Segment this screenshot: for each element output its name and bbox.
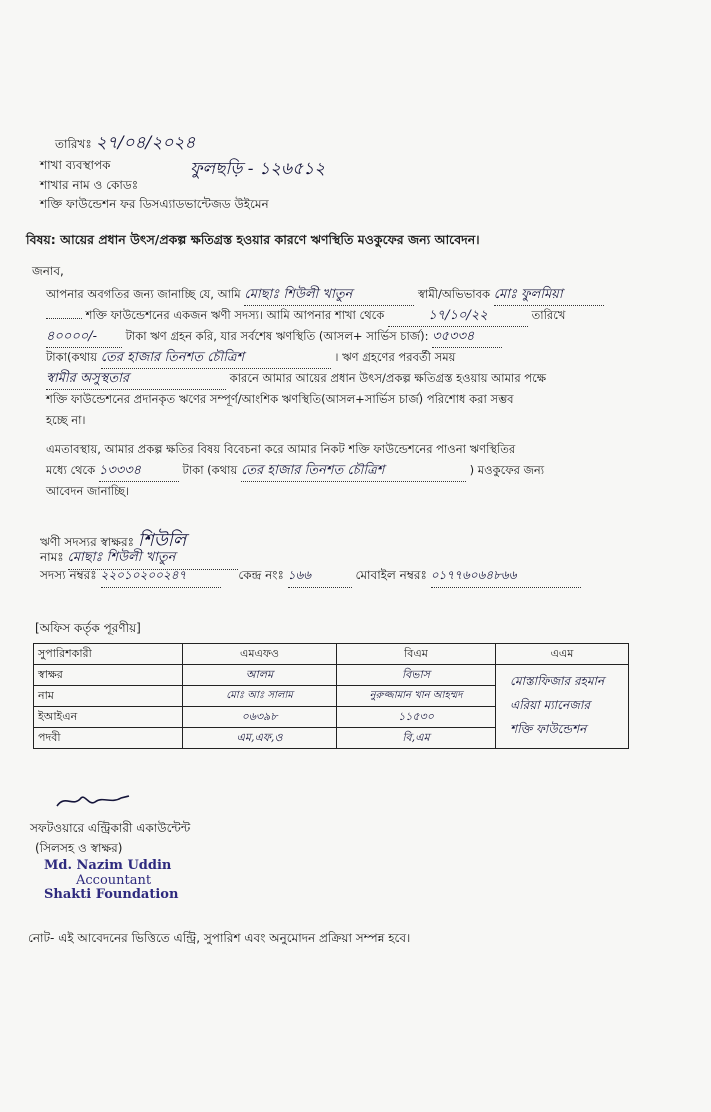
header-mfo: এমএফও — [183, 644, 337, 665]
recommendation-table — [33, 643, 629, 749]
date-label: তারিখঃ — [55, 137, 92, 151]
table-header-row — [34, 644, 629, 665]
member-no-row — [40, 567, 581, 588]
row-label: ইআইএন — [34, 707, 183, 728]
branch-label: শাখার নাম ও কোডঃ — [40, 178, 139, 192]
body-text: টাকা(কথায় — [46, 350, 98, 364]
member-signature: শিউলি — [137, 530, 187, 551]
body-line-6: শক্তি ফাউন্ডেশনের প্রদানকৃত ঋণের সম্পূর্ণ/আংশিক ঋণস্থিতি(আসল+সার্ভিস চার্জ) পরিশোধ করা সম্ভব — [46, 392, 514, 406]
reason-field: স্বামীর অসুস্থতার — [46, 368, 226, 390]
body-text: ) মওকুফের জন্য — [469, 463, 545, 477]
am-cell — [496, 665, 629, 749]
header-bm: বিএম — [337, 644, 496, 665]
date-row — [55, 130, 195, 158]
accountant-stamp-role: Accountant — [76, 873, 152, 888]
body-text: তারিখে — [531, 308, 566, 322]
member-sig-label: ঋণী সদস্যর স্বাক্ষরঃ — [40, 535, 134, 549]
member-no-value: ২২০১০২০০২৪৭ — [101, 567, 221, 588]
p2-line-2 — [46, 460, 544, 482]
body-line-3 — [46, 326, 502, 348]
body-text: কারনে আমার আয়ের প্রধান উৎস/প্রকল্প ক্ষতিগ্রস্ত হওয়ায় আমার পক্ষে — [229, 371, 547, 385]
body-line-4 — [46, 347, 455, 369]
date-value: ২৭/০৪/২০২৪ — [95, 133, 196, 153]
mfo-name: মোঃ আঃ সালাম — [183, 686, 337, 707]
header-am: এএম — [496, 644, 629, 665]
org-line: শক্তি ফাউন্ডেশন ফর ডিসএ্যাডভান্টেজড উইমেন — [40, 197, 269, 211]
table-row — [34, 665, 629, 686]
loan-amount-field: ৪০০০০/- — [46, 326, 122, 348]
p2-line-3: আবেদন জানাচ্ছি। — [46, 484, 130, 498]
row-label: নাম — [34, 686, 183, 707]
balance-words-field: তের হাজার তিনশত চৌত্রিশ — [101, 347, 331, 369]
p2-line-1: এমতাবস্থায়, আমার প্রকল্প ক্ষতির বিষয় বিবেচনা করে আমার নিকট শক্তি ফাউন্ডেশনের পাওনা ঋণস্থিতির — [46, 442, 516, 456]
bm-designation: বি,এম — [337, 728, 496, 749]
body-text: মধ্যে থেকে — [46, 463, 96, 477]
manager-label: শাখা ব্যবস্থাপক — [40, 158, 111, 172]
body-line-7: হচ্ছে না। — [46, 413, 86, 427]
waiver-words-field: তের হাজার তিনশত চৌত্রিশ — [241, 460, 466, 482]
accountant-title: সফটওয়ারে এন্ট্রিকারী একাউন্টেন্ট — [30, 821, 191, 835]
body-text: শক্তি ফাউন্ডেশনের একজন ঋণী সদস্য। আমি আপনার শাখা থেকে — [85, 308, 385, 322]
accountant-stamp-org: Shakti Foundation — [44, 887, 179, 902]
body-text: আপনার অবগতির জন্য জানাচ্ছি যে, আমি — [46, 287, 241, 301]
center-label: কেন্দ্র নংঃ — [238, 568, 284, 582]
body-text: টাকা (কথায় — [182, 463, 238, 477]
salutation: জনাব, — [32, 264, 64, 278]
member-name-value: মোছাঃ শিউলী খাতুন — [68, 548, 238, 570]
mfo-ein: ০৬৩৯৮ — [183, 707, 337, 728]
bm-name: নুরুজ্জামান খান আহম্মদ — [337, 686, 496, 707]
body-text: স্বামী/অভিভাবক — [418, 287, 491, 301]
office-use-label: [অফিস কর্তৃক পূরণীয়] — [35, 621, 141, 635]
accountant-stamp-name: Md. Nazim Uddin — [44, 858, 172, 873]
mobile-value: ০১৭৭৬০৬৪৮৬৬ — [431, 567, 581, 588]
loan-date-field: ১৭/১০/২২ — [388, 305, 528, 327]
body-line-5 — [46, 368, 546, 390]
body-line-1 — [46, 284, 604, 306]
branch-value: ফুলছড়ি - ১২৬৫১২ — [190, 159, 326, 179]
mfo-designation: এম,এফ,ও — [183, 728, 337, 749]
member-name-label: নামঃ — [40, 550, 64, 564]
footer-note: নোট- এই আবেদনের ভিত্তিতে এন্ট্রি, সুপারিশ এবং অনুমোদন প্রক্রিয়া সম্পন্ন হবে। — [28, 931, 411, 945]
body-text: । ঋণ গ্রহণের পরবর্তী সময় — [334, 350, 456, 364]
subject-line: বিষয়: আয়ের প্রধান উৎস/প্রকল্প ক্ষতিগ্রস্ত হওয়ার কারণে ঋণস্থিতি মওকুফের জন্য আবেদন। — [26, 232, 480, 247]
waiver-amount-field: ১৩৩৩৪ — [99, 460, 179, 482]
body-line-2 — [46, 305, 565, 327]
bm-ein: ১১৫৩০ — [337, 707, 496, 728]
row-label: পদবী — [34, 728, 183, 749]
balance-field: ৩৫৩৩৪ — [432, 326, 502, 348]
center-value: ১৬৬ — [288, 567, 352, 588]
guardian-name-field: মোঃ ফুলমিয়া — [494, 284, 604, 306]
mfo-signature: আলম — [183, 665, 337, 686]
body-text: টাকা ঋণ গ্রহন করি, যার সর্বশেষ ঋণস্থিতি (আসল+ সার্ভিস চার্জ): — [125, 329, 429, 343]
blank-dots — [46, 318, 82, 319]
am-stamp-signature: মোস্তাফিজার রহমান এরিয়া ম্যানেজার শক্তি ফাউন্ডেশন — [510, 674, 605, 736]
member-no-label: সদস্য নম্বরঃ — [40, 568, 97, 582]
bm-signature: বিভাস — [337, 665, 496, 686]
member-name-field: মোছাঃ শিউলী খাতুন — [244, 284, 414, 306]
accountant-signature — [55, 790, 135, 812]
mobile-label: মোবাইল নম্বরঃ — [355, 568, 427, 582]
header-recommender: সুপারিশকারী — [34, 644, 183, 665]
row-label: স্বাক্ষর — [34, 665, 183, 686]
accountant-sub: (সিলসহ ও স্বাক্ষর) — [35, 841, 123, 855]
